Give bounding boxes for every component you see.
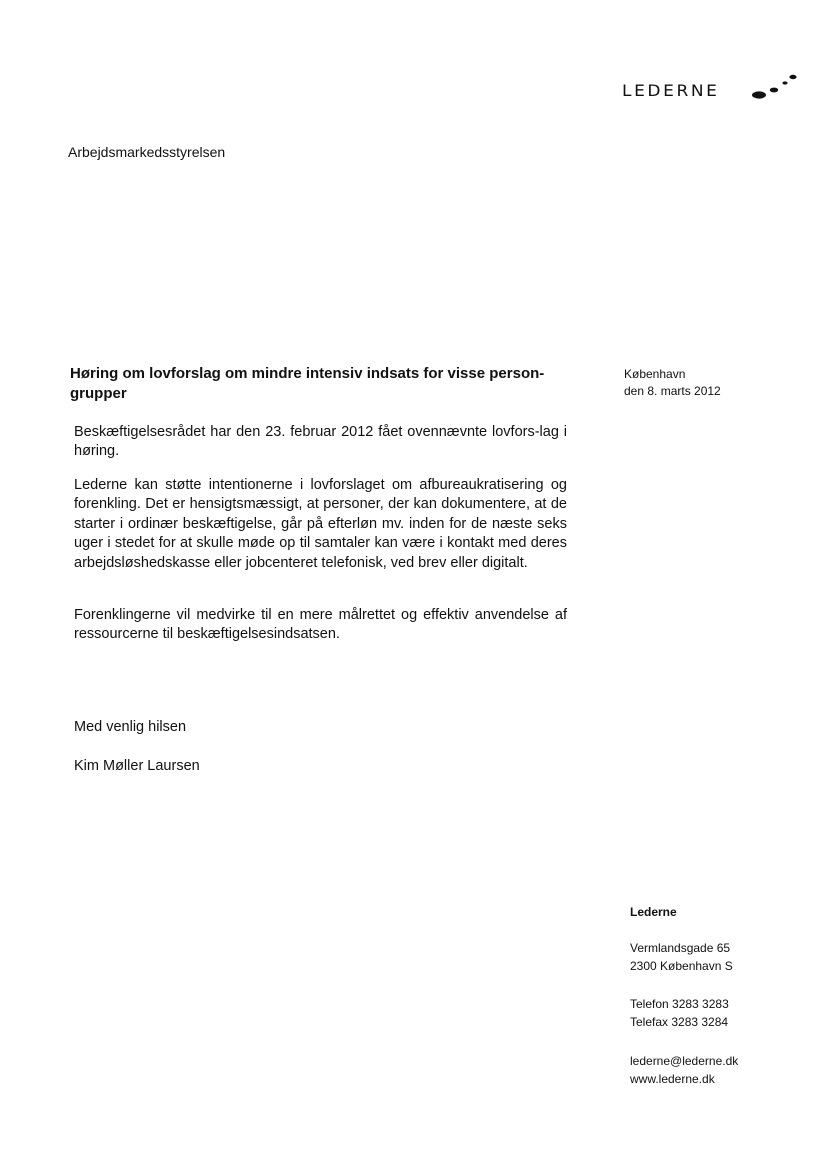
recipient-name: Arbejdsmarkedsstyrelsen: [68, 144, 226, 160]
logo-wordmark: LEDERNE: [622, 82, 720, 101]
footer-address: [630, 939, 733, 975]
footer-contact-numbers: [630, 995, 729, 1031]
body-paragraph-3: Forenklingerne vil medvirke til en mere målrettet og effektiv anvendelse af ressourcerne til beskæftigelsesindsatsen.: [74, 607, 567, 643]
footer-online: [630, 1052, 738, 1088]
signatory-name: Kim Møller Laursen: [74, 758, 200, 774]
letter-date: den 8. marts 2012: [624, 384, 721, 398]
logo-dots-icon: [749, 72, 801, 102]
letter-subject: Høring om lovforslag om mindre intensiv indsats for visse person-grupper: [70, 365, 545, 402]
body-paragraph-1: Beskæftigelsesrådet har den 23. februar 2012 fået ovennævnte lovfors-lag i høring.: [74, 424, 567, 460]
body-paragraph-2: Lederne kan støtte intentionerne i lovforslaget om afbureaukratisering og forenkling. Det er hensigtsmæssigt, at personer, der kan dokumentere, at de starter i ordinær beskæftigelse, går på efterløn mv. inden for de næste seks uger i stedet for at skulle møde op til samtaler kan være i kontakt med deres arbejdsløshedskasse eller jobcenteret telefonisk, ved brev eller digitalt.: [74, 477, 567, 571]
footer-fax: Telefax 3283 3284: [630, 1015, 729, 1029]
footer-phone: Telefon 3283 3283: [630, 997, 729, 1011]
lederne-logo: [622, 72, 802, 106]
footer-website: www.lederne.dk: [630, 1072, 715, 1086]
footer-postal-city: 2300 København S: [630, 959, 733, 973]
closing-greeting: Med venlig hilsen: [74, 719, 187, 735]
footer-email: lederne@lederne.dk: [630, 1054, 739, 1068]
footer-org-name: Lederne: [630, 905, 677, 919]
footer-street: Vermlandsgade 65: [630, 941, 731, 955]
place-date-block: [624, 366, 721, 400]
city: København: [624, 367, 686, 381]
